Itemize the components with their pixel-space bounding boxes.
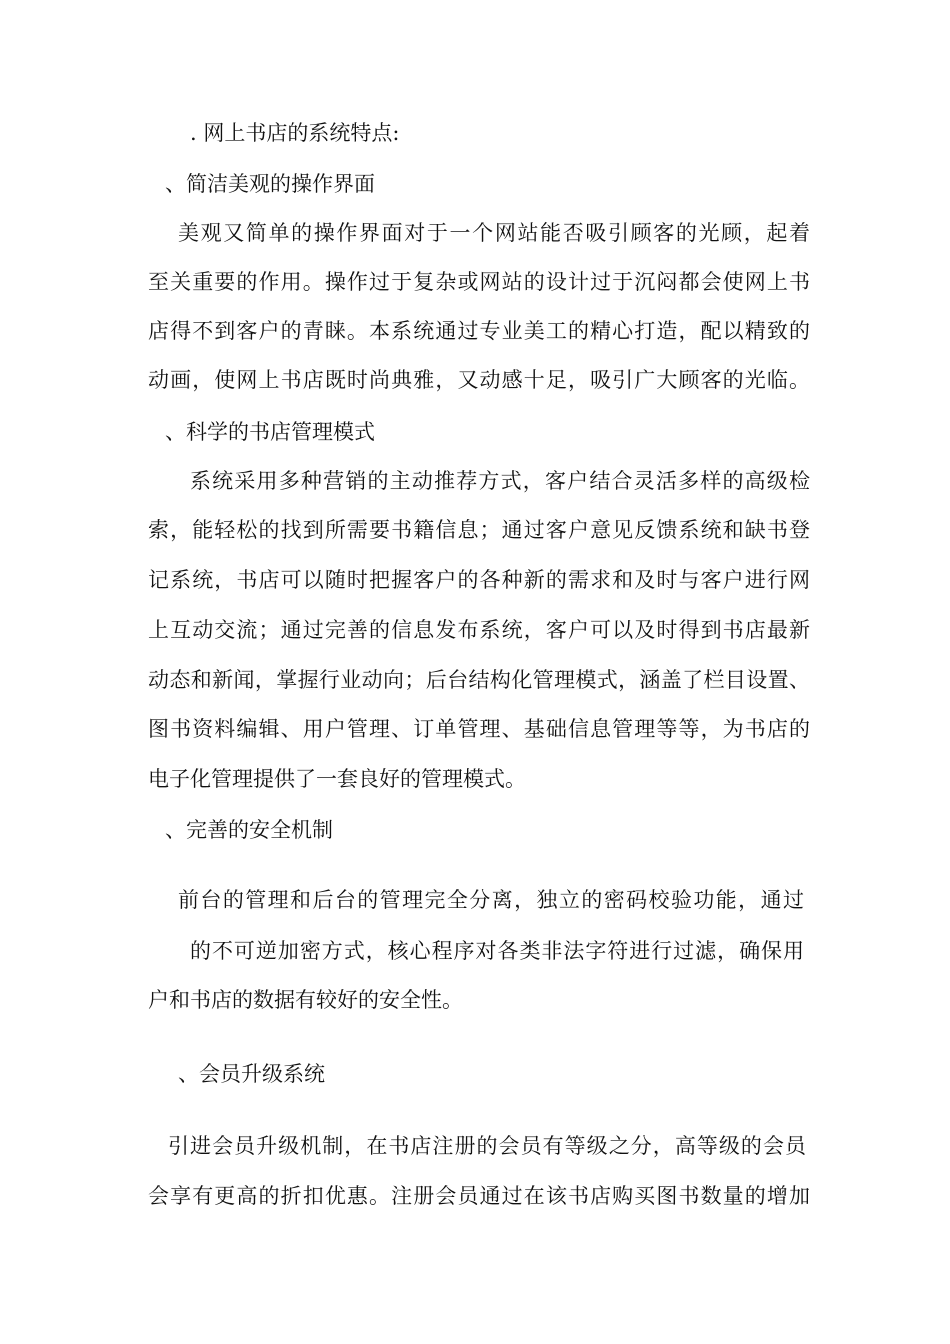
paragraph-line: 的不可逆加密方式，核心程序对各类非法字符进行过滤，确保用 (190, 939, 804, 963)
section-heading-security: 、完善的安全机制 (165, 818, 333, 842)
paragraph-line: 户和书店的数据有较好的安全性。 (148, 988, 463, 1012)
paragraph-line: 上互动交流；通过完善的信息发布系统，客户可以及时得到书店最新 (148, 618, 810, 642)
paragraph-line: 动态和新闻，掌握行业动向；后台结构化管理模式，涵盖了栏目设置、 (148, 668, 810, 692)
paragraph-line: 图书资料编辑、用户管理、订单管理、基础信息管理等等，为书店的 (148, 717, 810, 741)
paragraph-line: 动画，使网上书店既时尚典雅，又动感十足，吸引广大顾客的光临。 (148, 368, 810, 392)
document-title: . 网上书店的系统特点: (190, 121, 400, 145)
section-heading-ui: 、简洁美观的操作界面 (165, 172, 375, 196)
paragraph-line: 索，能轻松的找到所需要书籍信息；通过客户意见反馈系统和缺书登 (148, 518, 810, 542)
paragraph-line: 会享有更高的折扣优惠。注册会员通过在该书店购买图书数量的增加 (148, 1184, 810, 1208)
paragraph-line: 电子化管理提供了一套良好的管理模式。 (148, 767, 526, 791)
paragraph-line: 至关重要的作用。操作过于复杂或网站的设计过于沉闷都会使网上书 (148, 270, 810, 294)
paragraph-line: 引进会员升级机制，在书店注册的会员有等级之分，高等级的会员 (168, 1134, 806, 1158)
section-heading-management: 、科学的书店管理模式 (165, 420, 375, 444)
paragraph-line: 系统采用多种营销的主动推荐方式，客户结合灵活多样的高级检 (190, 469, 810, 493)
paragraph-line: 前台的管理和后台的管理完全分离，独立的密码校验功能，通过 (178, 888, 804, 912)
section-heading-membership: 、会员升级系统 (178, 1062, 325, 1086)
paragraph-line: 记系统，书店可以随时把握客户的各种新的需求和及时与客户进行网 (148, 568, 810, 592)
paragraph-line: 美观又简单的操作界面对于一个网站能否吸引顾客的光顾，起着 (178, 221, 810, 245)
paragraph-line: 店得不到客户的青睐。本系统通过专业美工的精心打造，配以精致的 (148, 319, 810, 343)
